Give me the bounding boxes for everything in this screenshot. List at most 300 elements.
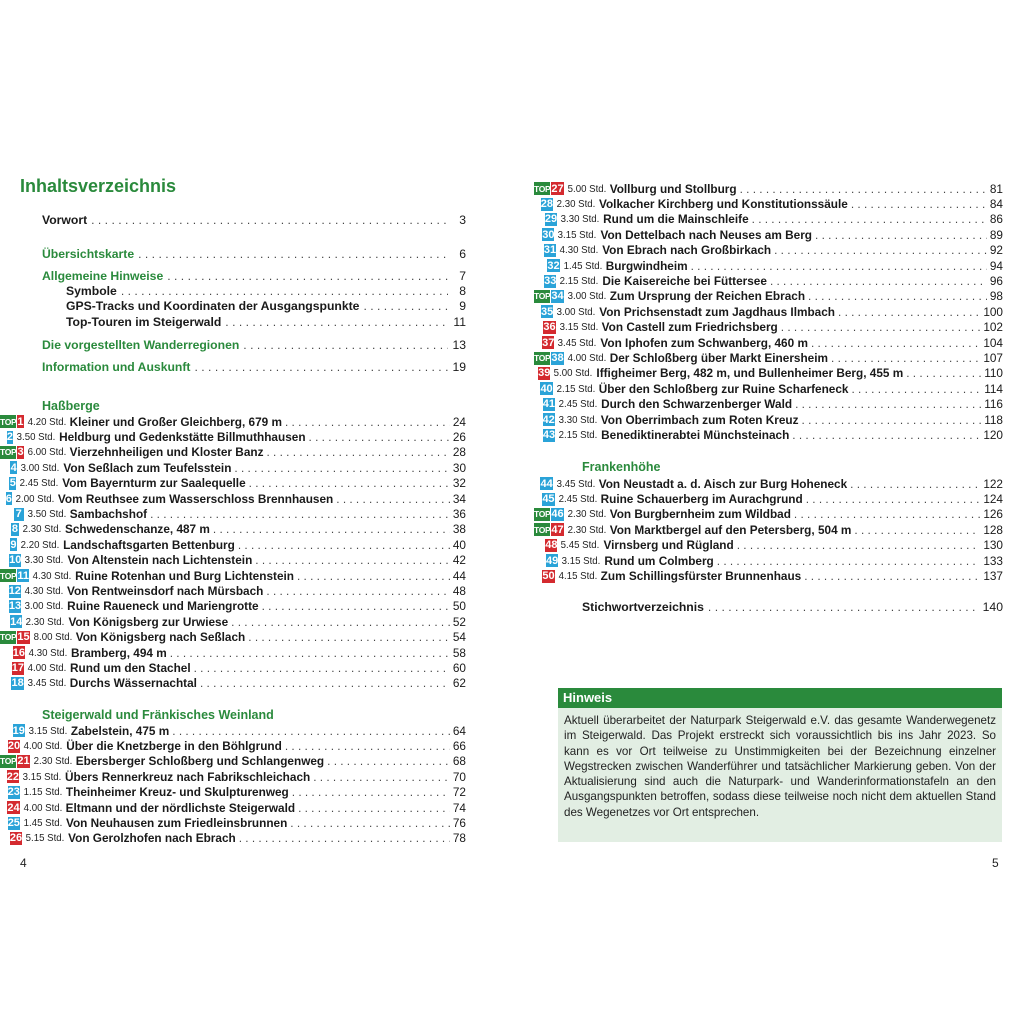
tour-title: Von Neuhausen zum Friedleinsbrunnen bbox=[65, 816, 288, 831]
tour-number: 2 bbox=[6, 431, 14, 444]
toc-entry-title: Top-Touren im Steigerwald bbox=[66, 315, 222, 329]
tour-page: 94 bbox=[989, 258, 1003, 273]
tour-number: 1 bbox=[17, 415, 24, 428]
leader-dots bbox=[170, 646, 450, 660]
toc-entry-page: 6 bbox=[459, 247, 466, 261]
tour-duration: 4.00 Std. bbox=[27, 662, 67, 675]
leader-dots bbox=[838, 305, 980, 319]
tour-duration: 2.30 Std. bbox=[567, 508, 607, 521]
tour-entry[interactable] bbox=[534, 491, 1003, 506]
tour-number: 41 bbox=[542, 398, 556, 411]
top-badge-placeholder bbox=[534, 213, 544, 226]
tour-title: Burgwindheim bbox=[605, 258, 688, 273]
toc-entry-title: Vorwort bbox=[42, 213, 88, 227]
tour-duration: 2.15 Std. bbox=[560, 275, 599, 288]
tour-number: 23 bbox=[7, 786, 20, 799]
tour-title: Volkacher Kirchberg und Konstitutionssäule bbox=[598, 197, 848, 212]
top-badge: TOP bbox=[534, 353, 551, 364]
leader-dots bbox=[292, 785, 450, 799]
tour-page: 128 bbox=[983, 522, 1003, 537]
top-badge-placeholder bbox=[0, 724, 12, 737]
hinweis-title: Hinweis bbox=[558, 688, 1002, 708]
tour-number: 33 bbox=[544, 275, 557, 288]
tour-number: 4 bbox=[10, 461, 17, 474]
tour-entry[interactable] bbox=[0, 676, 466, 691]
tour-number: 35 bbox=[540, 305, 554, 318]
tour-entry[interactable] bbox=[0, 583, 466, 598]
top-badge-placeholder bbox=[534, 244, 543, 257]
tour-title: Übers Rennerkreuz nach Fabrikschleichach bbox=[65, 769, 311, 784]
tour-entry[interactable] bbox=[0, 630, 466, 645]
tour-number: 28 bbox=[540, 198, 553, 211]
toc-entry-page: 11 bbox=[453, 315, 466, 329]
tour-number: 50 bbox=[542, 570, 555, 583]
leader-dots bbox=[737, 538, 981, 552]
top-badge: TOP bbox=[534, 509, 551, 520]
tour-entry[interactable] bbox=[0, 506, 466, 521]
tour-title: Zum Ursprung der Reichen Ebrach bbox=[609, 289, 806, 304]
tour-number: 5 bbox=[9, 477, 16, 490]
top-badge-placeholder bbox=[534, 305, 540, 318]
tour-number: 47 bbox=[551, 523, 564, 536]
hinweis-box bbox=[558, 688, 1002, 842]
leader-dots bbox=[327, 754, 450, 768]
tour-duration: 3.50 Std. bbox=[27, 508, 67, 521]
tour-duration: 5.00 Std. bbox=[567, 182, 607, 195]
tour-duration: 2.45 Std. bbox=[558, 398, 598, 411]
tour-entry[interactable] bbox=[534, 522, 1003, 537]
leader-dots bbox=[831, 351, 980, 365]
tour-title: Schwedenschanze, 487 m bbox=[64, 522, 210, 537]
tour-duration: 3.15 Std. bbox=[28, 724, 68, 737]
tour-page: 137 bbox=[983, 569, 1003, 584]
tour-number: 26 bbox=[9, 832, 23, 845]
tour-entry[interactable] bbox=[534, 181, 1003, 196]
tour-page: 60 bbox=[452, 661, 466, 676]
toc-entry-page: 7 bbox=[459, 269, 466, 283]
top-badge-placeholder bbox=[534, 198, 540, 211]
tour-entry[interactable] bbox=[534, 366, 1003, 381]
leader-dots bbox=[774, 243, 987, 257]
leader-dots bbox=[313, 770, 450, 784]
tour-title: Ebersberger Schloßberg und Schlangenweg bbox=[75, 754, 325, 769]
tour-page: 24 bbox=[452, 414, 466, 429]
top-badge-placeholder bbox=[534, 429, 542, 442]
tour-duration: 6.00 Std. bbox=[27, 446, 66, 459]
tour-entry[interactable] bbox=[0, 800, 466, 815]
toc-entry-title: Die vorgestellten Wanderregionen bbox=[42, 338, 240, 352]
tour-number: 9 bbox=[10, 538, 17, 551]
tour-page: 100 bbox=[983, 304, 1003, 319]
tour-duration: 3.15 Std. bbox=[22, 770, 62, 783]
top-badge-placeholder bbox=[534, 367, 537, 380]
toc-entry[interactable] bbox=[42, 359, 466, 375]
top-badge: TOP bbox=[534, 524, 551, 535]
tour-page: 76 bbox=[452, 816, 466, 831]
tour-title: Von Dettelbach nach Neuses am Berg bbox=[600, 227, 813, 242]
tour-duration: 4.30 Std. bbox=[32, 569, 72, 582]
tour-entry[interactable] bbox=[0, 614, 466, 629]
tour-entry[interactable] bbox=[0, 769, 466, 784]
tour-page: 26 bbox=[452, 430, 466, 445]
tour-page: 86 bbox=[989, 212, 1003, 227]
top-badge-placeholder bbox=[534, 398, 542, 411]
leader-dots bbox=[806, 492, 981, 506]
tour-page: 54 bbox=[452, 630, 466, 645]
tour-title: Rund um Colmberg bbox=[604, 553, 714, 568]
top-badge-placeholder bbox=[534, 228, 541, 241]
tour-page: 92 bbox=[989, 243, 1003, 258]
tour-title: Landschaftsgarten Bettenburg bbox=[63, 537, 235, 552]
tour-entry[interactable] bbox=[534, 397, 1003, 412]
top-badge: TOP bbox=[0, 570, 17, 581]
toc-entry-page: 9 bbox=[459, 299, 466, 313]
tour-title: Rund um die Mainschleife bbox=[603, 212, 749, 227]
tour-number: 39 bbox=[538, 367, 551, 380]
top-badge-placeholder bbox=[0, 786, 7, 799]
tour-entry[interactable] bbox=[534, 243, 1003, 258]
top-badge-placeholder bbox=[0, 477, 8, 490]
top-badge-placeholder bbox=[0, 600, 8, 613]
tour-entry[interactable] bbox=[0, 414, 466, 429]
tour-page: 52 bbox=[452, 614, 466, 629]
tour-entry[interactable] bbox=[0, 785, 466, 800]
leader-dots bbox=[91, 212, 448, 228]
leader-dots bbox=[708, 599, 979, 615]
toc-entry[interactable] bbox=[42, 212, 466, 228]
tour-page: 114 bbox=[984, 381, 1003, 396]
tour-page: 30 bbox=[452, 460, 467, 475]
top-badge-placeholder bbox=[0, 817, 7, 830]
top-badge: TOP bbox=[0, 416, 17, 427]
tour-entry[interactable] bbox=[0, 460, 466, 475]
tour-title: Der Schloßberg über Markt Einersheim bbox=[609, 351, 829, 366]
tour-number: 48 bbox=[545, 539, 558, 552]
tour-entry[interactable] bbox=[0, 553, 466, 568]
tour-number: 38 bbox=[551, 352, 564, 365]
tour-title: Von Iphofen zum Schwanberg, 460 m bbox=[600, 335, 808, 350]
tour-entry[interactable] bbox=[534, 227, 1003, 242]
tour-page: 40 bbox=[452, 537, 466, 552]
tour-entry[interactable] bbox=[0, 476, 466, 491]
top-badge-placeholder bbox=[0, 508, 13, 521]
leader-dots bbox=[167, 268, 448, 284]
tour-title: Zabelstein, 475 m bbox=[70, 723, 170, 738]
tour-page: 58 bbox=[452, 645, 466, 660]
tour-entry[interactable] bbox=[0, 738, 466, 753]
tour-entry[interactable] bbox=[0, 815, 466, 830]
tour-title: Vierzehnheiligen und Kloster Banz bbox=[69, 445, 264, 460]
leader-dots bbox=[172, 724, 450, 738]
tour-entry[interactable] bbox=[0, 568, 466, 583]
top-badge-placeholder bbox=[0, 662, 11, 675]
leader-dots bbox=[717, 554, 981, 568]
tour-title: Von Gerolzhofen nach Ebrach bbox=[68, 831, 236, 846]
tour-number: 45 bbox=[542, 493, 555, 506]
tour-duration: 3.15 Std. bbox=[559, 321, 598, 334]
tour-page: 44 bbox=[452, 568, 466, 583]
tour-number: 19 bbox=[12, 724, 25, 737]
leader-dots bbox=[243, 337, 448, 353]
tour-title: Von Ebrach nach Großbirkach bbox=[602, 243, 772, 258]
toc-entry-page: 140 bbox=[982, 600, 1003, 614]
tour-number: 13 bbox=[8, 600, 22, 613]
tour-title: Ruine Rotenhan und Burg Lichtenstein bbox=[75, 568, 294, 583]
top-badge-placeholder bbox=[534, 321, 542, 334]
tour-title: Von Marktbergel auf den Petersberg, 504 m bbox=[609, 522, 852, 537]
tour-entry[interactable] bbox=[534, 320, 1003, 335]
leader-dots bbox=[802, 413, 982, 427]
tour-title: Eltmann und der nördlichste Steigerwald bbox=[65, 800, 296, 815]
tour-duration: 4.30 Std. bbox=[28, 646, 68, 659]
tour-page: 28 bbox=[452, 445, 466, 460]
tour-duration: 2.30 Std. bbox=[22, 523, 62, 536]
tour-page: 36 bbox=[452, 507, 466, 522]
top-badge-placeholder bbox=[0, 554, 8, 567]
top-badge-placeholder bbox=[0, 832, 9, 845]
top-badge-placeholder bbox=[534, 413, 542, 426]
leader-dots bbox=[234, 461, 449, 475]
leader-dots bbox=[752, 212, 987, 226]
toc-entry[interactable] bbox=[66, 283, 466, 299]
tour-entry[interactable] bbox=[534, 350, 1003, 365]
tour-entry[interactable] bbox=[534, 258, 1003, 273]
leader-dots bbox=[770, 274, 987, 288]
tour-number: 14 bbox=[10, 615, 23, 628]
tour-number: 18 bbox=[11, 677, 24, 690]
leader-dots bbox=[794, 507, 980, 521]
tour-entry[interactable] bbox=[0, 599, 466, 614]
tour-number: 25 bbox=[7, 817, 20, 830]
top-badge-placeholder bbox=[534, 493, 541, 506]
leader-dots bbox=[266, 584, 449, 598]
tour-entry[interactable] bbox=[0, 645, 466, 660]
top-badge-placeholder bbox=[0, 801, 6, 814]
tour-duration: 2.45 Std. bbox=[558, 493, 597, 506]
toc-entry-title: Übersichtskarte bbox=[42, 247, 135, 261]
tour-page: 102 bbox=[983, 320, 1003, 335]
tour-number: 31 bbox=[543, 244, 557, 257]
toc-entry[interactable] bbox=[66, 298, 466, 314]
tour-number: 30 bbox=[542, 228, 555, 241]
tour-entry[interactable] bbox=[0, 491, 466, 506]
leader-dots bbox=[285, 739, 450, 753]
top-badge-placeholder bbox=[0, 646, 12, 659]
leader-dots bbox=[194, 661, 450, 675]
tour-page: 133 bbox=[983, 553, 1003, 568]
tour-page: 42 bbox=[452, 553, 466, 568]
tour-number: 36 bbox=[543, 321, 556, 334]
toc-entry-title: Stichwortverzeichnis bbox=[582, 600, 704, 614]
toc-entry-index[interactable] bbox=[582, 599, 1003, 615]
tour-title: Von Castell zum Friedrichsberg bbox=[601, 320, 778, 335]
tour-page: 122 bbox=[983, 476, 1003, 491]
tour-entry[interactable] bbox=[534, 538, 1003, 553]
tour-title: Durchs Wässernachtal bbox=[69, 676, 197, 691]
toc-entry-title: Information und Auskunft bbox=[42, 360, 191, 374]
leader-dots bbox=[781, 320, 981, 334]
right-page bbox=[512, 0, 1024, 1024]
tour-title: Über den Schloßberg zur Ruine Scharfeneck bbox=[598, 381, 849, 396]
top-badge-placeholder bbox=[0, 492, 5, 505]
tour-page: 38 bbox=[452, 522, 466, 537]
tour-entry[interactable] bbox=[534, 553, 1003, 568]
region-heading: Frankenhöhe bbox=[582, 460, 661, 474]
region-heading: Steigerwald und Fränkisches Weinland bbox=[42, 708, 274, 722]
leader-dots bbox=[225, 314, 448, 330]
tour-duration: 2.15 Std. bbox=[556, 382, 596, 395]
tour-title: Virnsberg und Rügland bbox=[603, 538, 734, 553]
tour-entry[interactable] bbox=[0, 831, 466, 846]
tour-duration: 3.30 Std. bbox=[558, 413, 598, 426]
leader-dots bbox=[262, 599, 450, 613]
tour-entry[interactable] bbox=[0, 537, 466, 552]
tour-page: 126 bbox=[983, 507, 1003, 522]
toc-entry-title: Symbole bbox=[66, 284, 117, 298]
tour-number: 16 bbox=[12, 646, 25, 659]
tour-title: Ruine Schauerberg im Aurachgrund bbox=[600, 492, 803, 507]
top-badge-placeholder bbox=[0, 431, 6, 444]
tour-entry[interactable] bbox=[534, 381, 1003, 396]
toc-entry[interactable] bbox=[42, 268, 466, 284]
tour-entry[interactable] bbox=[534, 507, 1003, 522]
toc-entry[interactable] bbox=[42, 246, 466, 262]
leader-dots bbox=[231, 615, 450, 629]
tour-number: 42 bbox=[542, 413, 555, 426]
tour-duration: 3.15 Std. bbox=[561, 554, 601, 567]
tour-entry[interactable] bbox=[0, 660, 466, 675]
leader-dots bbox=[906, 366, 981, 380]
tour-page: 98 bbox=[989, 289, 1003, 304]
top-badge-placeholder bbox=[534, 259, 546, 272]
tour-title: Kleiner und Großer Gleichberg, 679 m bbox=[69, 414, 282, 429]
tour-title: Von Königsberg nach Seßlach bbox=[75, 630, 246, 645]
tour-page: 74 bbox=[452, 800, 466, 815]
tour-entry[interactable] bbox=[0, 723, 466, 738]
tour-page: 118 bbox=[984, 412, 1003, 427]
leader-dots bbox=[266, 445, 449, 459]
leader-dots bbox=[740, 182, 987, 196]
leader-dots bbox=[138, 246, 448, 262]
tour-duration: 3.45 Std. bbox=[27, 677, 67, 690]
tour-number: 29 bbox=[544, 213, 558, 226]
tour-duration: 1.45 Std. bbox=[23, 817, 63, 830]
toc-entry-title: Allgemeine Hinweise bbox=[42, 269, 164, 283]
tour-entry[interactable] bbox=[0, 754, 466, 769]
toc-entry[interactable] bbox=[42, 337, 466, 353]
tour-title: Die Kaisereiche bei Füttersee bbox=[602, 274, 767, 289]
tour-entry[interactable] bbox=[534, 427, 1003, 442]
tour-page: 64 bbox=[452, 723, 466, 738]
top-badge-placeholder bbox=[534, 570, 541, 583]
tour-entry[interactable] bbox=[534, 304, 1003, 319]
tour-number: 3 bbox=[17, 446, 24, 459]
leader-dots bbox=[854, 523, 980, 537]
leader-dots bbox=[811, 336, 980, 350]
tour-number: 21 bbox=[17, 755, 30, 768]
tour-duration: 2.20 Std. bbox=[20, 538, 60, 551]
tour-duration: 4.30 Std. bbox=[559, 244, 599, 257]
tour-page: 62 bbox=[452, 676, 466, 691]
toc-entry-page: 13 bbox=[452, 338, 466, 352]
leader-dots bbox=[297, 569, 450, 583]
tour-title: Von Oberrimbach zum Roten Kreuz bbox=[600, 412, 799, 427]
leader-dots bbox=[804, 569, 980, 583]
tour-page: 110 bbox=[984, 366, 1003, 381]
tour-entry[interactable] bbox=[534, 273, 1003, 288]
tour-number: 20 bbox=[7, 740, 21, 753]
tour-title: Benediktinerabtei Münchsteinach bbox=[601, 428, 790, 443]
tour-number: 22 bbox=[6, 770, 19, 783]
tour-entry[interactable] bbox=[534, 476, 1003, 491]
top-badge-placeholder bbox=[0, 523, 10, 536]
tour-duration: 3.45 Std. bbox=[558, 336, 597, 349]
tour-number: 17 bbox=[11, 662, 24, 675]
tour-entry[interactable] bbox=[534, 196, 1003, 211]
leader-dots bbox=[808, 289, 987, 303]
tour-title: Von Seßlach zum Teufelsstein bbox=[63, 460, 232, 475]
leader-dots bbox=[248, 630, 450, 644]
tour-entry[interactable] bbox=[534, 412, 1003, 427]
tour-entry[interactable] bbox=[534, 212, 1003, 227]
tour-title: Vom Reuthsee zum Wasserschloss Brennhausen bbox=[57, 491, 334, 506]
top-badge-placeholder bbox=[534, 382, 539, 395]
tour-entry[interactable] bbox=[534, 335, 1003, 350]
tour-duration: 4.00 Std. bbox=[23, 740, 63, 753]
tour-page: 107 bbox=[983, 351, 1003, 366]
tour-page: 32 bbox=[452, 476, 466, 491]
top-badge-placeholder bbox=[534, 477, 539, 490]
leader-dots bbox=[249, 476, 450, 490]
top-badge: TOP bbox=[534, 291, 551, 302]
tour-page: 70 bbox=[452, 769, 466, 784]
tour-number: 11 bbox=[17, 569, 30, 582]
tour-entry[interactable] bbox=[534, 289, 1003, 304]
tour-duration: 4.15 Std. bbox=[558, 570, 597, 583]
tour-duration: 1.15 Std. bbox=[23, 786, 63, 799]
leader-dots bbox=[850, 477, 980, 491]
top-badge-placeholder bbox=[534, 539, 544, 552]
tour-duration: 4.00 Std. bbox=[567, 352, 607, 365]
tour-title: Von Prichsenstadt zum Jagdhaus Ilmbach bbox=[599, 304, 836, 319]
tour-duration: 5.15 Std. bbox=[25, 832, 65, 845]
tour-entry[interactable] bbox=[534, 568, 1003, 583]
tour-title: Iffigheimer Berg, 482 m, und Bullenheimer Berg, 455 m bbox=[596, 366, 904, 381]
tour-title: Vom Bayernturm zur Saalequelle bbox=[62, 476, 246, 491]
tour-page: 68 bbox=[452, 754, 466, 769]
tour-title: Theinheimer Kreuz- und Skulpturenweg bbox=[65, 785, 289, 800]
tour-page: 130 bbox=[983, 538, 1003, 553]
tour-number: 46 bbox=[551, 508, 564, 521]
leader-dots bbox=[795, 397, 981, 411]
tour-page: 104 bbox=[983, 335, 1003, 350]
toc-entry-page: 19 bbox=[452, 360, 466, 374]
region-heading: Haßberge bbox=[42, 399, 100, 413]
tour-page: 96 bbox=[989, 274, 1003, 289]
tour-entry[interactable] bbox=[0, 445, 466, 460]
tour-entry[interactable] bbox=[0, 429, 466, 444]
leader-dots bbox=[309, 430, 450, 444]
tour-duration: 2.30 Std. bbox=[567, 523, 607, 536]
tour-title: Sambachshof bbox=[69, 507, 148, 522]
tour-number: 43 bbox=[542, 429, 556, 442]
tour-number: 49 bbox=[546, 554, 559, 567]
tour-entry[interactable] bbox=[0, 522, 466, 537]
tour-duration: 1.45 Std. bbox=[563, 259, 603, 272]
leader-dots bbox=[691, 259, 987, 273]
toc-entry[interactable] bbox=[66, 314, 466, 330]
leader-dots bbox=[815, 228, 987, 242]
